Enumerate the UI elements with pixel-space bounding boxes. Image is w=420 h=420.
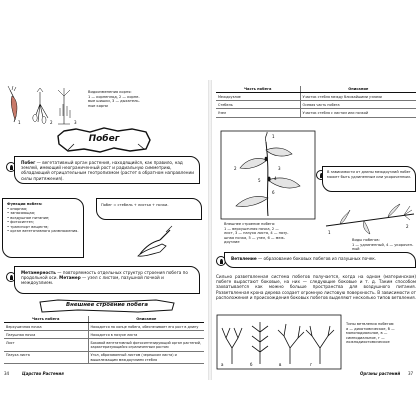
table-row (4, 351, 204, 363)
root-label-1: 1 (18, 120, 21, 125)
shoot-parts-table-left (4, 316, 204, 364)
shoot-caption-line: 1 — верхушечная почка, 2 — (224, 226, 279, 231)
internode-note-box (322, 166, 416, 192)
column-header: Часть побега (4, 316, 88, 323)
table-row (4, 331, 204, 339)
table-row (216, 109, 416, 117)
shoot-type-label-2: 2 (406, 224, 409, 229)
table-row (216, 93, 416, 101)
branching-types-caption (346, 322, 418, 345)
metamerism-box (14, 266, 200, 294)
page-number-left: 34 (4, 371, 10, 376)
definition-term: Побег (21, 160, 36, 165)
branch-label-g: г (310, 362, 313, 367)
shoot-caption-line: доузлие (224, 240, 240, 244)
table-cell: Узел (216, 109, 300, 117)
types-caption-line: ный (352, 247, 360, 251)
shoot-label-3: 3 (278, 166, 281, 171)
branch-caption-line: а — дихотомическое, б — (346, 326, 395, 331)
shoot-types-illustration (324, 196, 416, 236)
table-cell: Стебель (216, 101, 300, 109)
root-label-2: 2 (50, 120, 53, 125)
shoot-caption-line: шная почка, 5 — узел, 6 — меж- (224, 235, 286, 240)
branching-types-illustration (216, 314, 342, 370)
metamer-text: — узел с листом, пазушной почкой и междоузлием. (21, 275, 164, 286)
function-item: • фотосинтез; (7, 220, 79, 225)
functions-title: Функции побега: (7, 202, 43, 206)
shoot-caption-line: Внешнее строение побега: (224, 222, 276, 226)
functions-list (7, 207, 79, 234)
branch-label-v: в (279, 362, 282, 367)
table-cell: Лист (4, 339, 88, 351)
hand-drawing-illustration (136, 224, 176, 258)
right-page (212, 80, 420, 380)
shoot-structure-illustration (220, 130, 316, 220)
branching-definition-box (224, 252, 416, 268)
function-item: • воздушное питание; (7, 216, 79, 221)
table-cell: Боковой вегетативный фотосинтезирующий орган растений, характеризующийся ограниченным ростом (88, 339, 204, 351)
table-cell: Участок стебля с листом или почкой (300, 109, 416, 117)
branching-body: Сильно разветвленная система побегов получается, когда на одном (материнском) побеге вырастают боковые, на них — следующие боковые и т. д. Таким способом захватывается как можно больше пространства для воздушного питания. Разветвленная крона дерева создает огромную листовую поверхность. В зависимости от расположения и происхождения боковых побегов выделяют несколько типов ветвления. (216, 274, 416, 300)
types-caption-line: 1 — удлиненный, 4 — укорочен- (352, 242, 414, 247)
function-item: • опорная; (7, 207, 79, 212)
footer-right: Органы растений (360, 371, 401, 376)
column-header: Описание (300, 86, 416, 93)
branching-term: Ветвление (231, 256, 257, 261)
metamerism-term: Метамерность (21, 270, 56, 275)
root-modifications-illustration (4, 86, 84, 126)
definition-text: — вегетативный орган растения, находящийся, как правило, над землей, имеющий неограниченный рост и радиальную симметрию, обладающий отрицательным геотропизмом (растет в обратном направлении силы притяжения). (21, 160, 194, 181)
branching-text: — образование боковых побегов из пазушных почек. (256, 256, 377, 261)
roots-caption-line: 1 — корнеплод, 2 — корне- (88, 94, 140, 99)
table-cell: Пазушная почка (4, 331, 88, 339)
branch-label-b: б (250, 362, 253, 367)
page-number-right: 37 (408, 371, 414, 376)
left-page (0, 80, 208, 380)
shoot-structure-caption (224, 222, 320, 245)
equation-box (96, 198, 202, 220)
shoot-equation: Побег = стебель + листья + почки. (101, 203, 169, 207)
shoot-label-2: 2 (234, 166, 237, 171)
footer-left: Царство Растения (22, 371, 64, 376)
table-cell: Пазуха листа (4, 351, 88, 363)
shoot-label-1: 1 (272, 134, 275, 139)
internode-note: В зависимости от длины междоузлий побег может быть удлиненным или укороченным. (327, 170, 412, 179)
table-cell: Угол, образованный листом (черешком листа) и вышележащим междоузлием стебля (88, 351, 204, 363)
definition-box (14, 156, 200, 184)
shoot-parts-table-right (216, 86, 416, 118)
root-label-3: 3 (74, 120, 77, 125)
function-item: • запасающая; (7, 211, 79, 216)
table-cell: Междоузлие (216, 93, 300, 101)
metamer-term: Метамер (59, 275, 81, 281)
table-cell: Находится на конце побега, обеспечивает его рост в длину (88, 323, 204, 331)
branch-caption-line: симподиальное, г — (346, 335, 385, 340)
section-title: Внешнее строение побега (65, 302, 148, 308)
branch-caption-line: моноподиальное, в — (346, 331, 388, 335)
column-header: Описание (88, 316, 204, 323)
shoot-type-label-1: 1 (328, 230, 331, 235)
table-row (216, 101, 416, 109)
chapter-title-badge (54, 127, 154, 153)
shoot-label-4: 4 (274, 176, 277, 181)
chapter-title: Побег (88, 134, 120, 144)
table-cell: Осевая часть побега (300, 101, 416, 109)
table-cell: Участок стебля между ближайшими узлами (300, 93, 416, 101)
shoot-label-6: 6 (272, 190, 275, 195)
shoot-types-caption (352, 238, 418, 252)
roots-caption-line: Видоизменения корня: (88, 90, 132, 94)
function-item: • орган вегетативного размножения. (7, 229, 79, 234)
shoot-label-5: 5 (258, 178, 261, 183)
table-row (4, 339, 204, 351)
roots-caption-line: вые шишки, 3 — дыхатель- (88, 99, 140, 103)
roots-caption (88, 90, 198, 108)
branch-label-a: а (221, 362, 224, 367)
function-item: • транспорт веществ; (7, 225, 79, 230)
metamerism-text: — повторяемость отдельных структур строения побега по продольной оси. (21, 270, 188, 281)
branch-caption-line: ложнодихотомическое (346, 340, 390, 344)
functions-box (2, 198, 84, 258)
table-row (4, 323, 204, 331)
types-caption-line: Виды побегов: (352, 238, 380, 242)
table-cell: Находится в пазухе листа (88, 331, 204, 339)
table-cell: Верхушечная почка (4, 323, 88, 331)
shoot-caption-line: лист, 3 — пазуха листа, 4 — пазу- (224, 231, 289, 235)
branch-caption-line: Типы ветвления побегов: (346, 322, 395, 326)
column-header: Часть побега (216, 86, 300, 93)
roots-caption-line: ные корни (88, 103, 108, 108)
